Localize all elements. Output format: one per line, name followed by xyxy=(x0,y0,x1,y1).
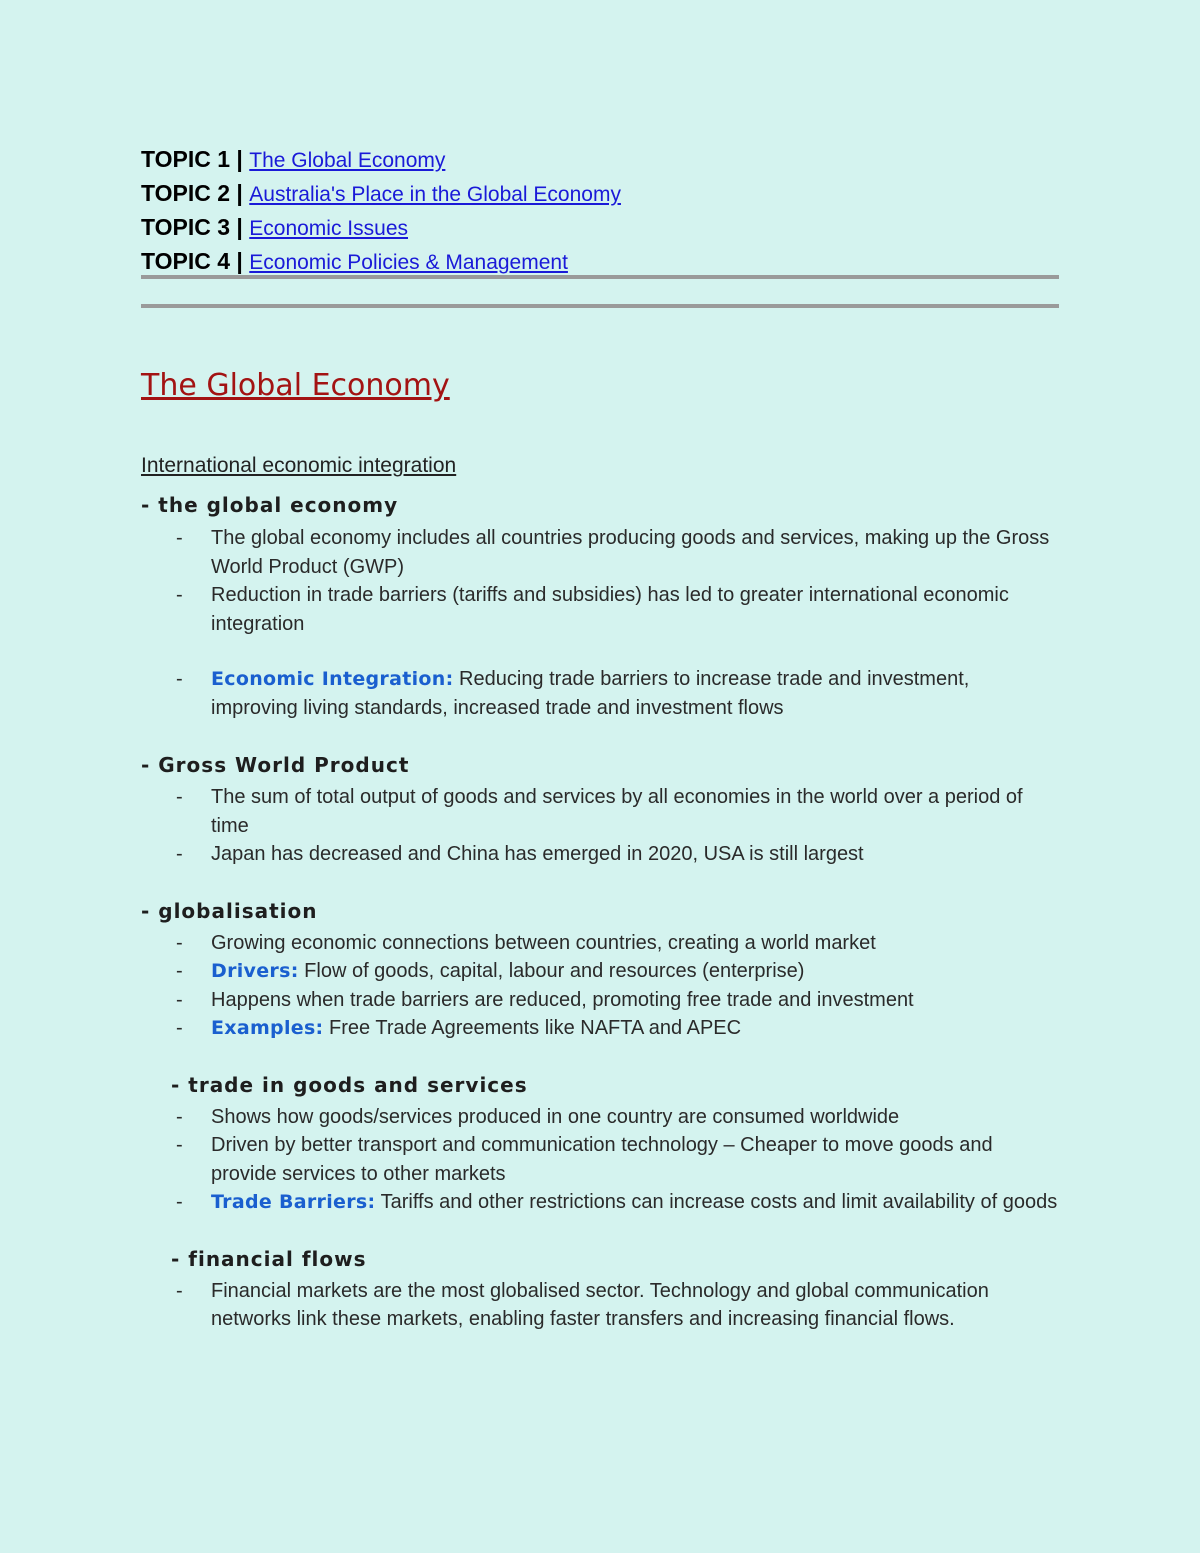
list-item: - Driven by better transport and communication technology – Cheaper to move goods and provide services to other markets xyxy=(141,1131,1061,1188)
toc-link-economic-policies[interactable]: Economic Policies & Management xyxy=(249,251,568,274)
toc-entry-4 xyxy=(141,244,1061,278)
bullet-list xyxy=(141,783,1061,869)
toc-entry-1 xyxy=(141,142,1061,176)
bullet-list xyxy=(141,1103,1061,1217)
term-label: Examples: xyxy=(211,1017,324,1039)
list-item: - Japan has decreased and China has emerged in 2020, USA is still largest xyxy=(141,840,1061,869)
horizontal-rule xyxy=(141,275,1059,279)
page-title: The Global Economy xyxy=(141,368,450,403)
toc-entry-3 xyxy=(141,210,1061,244)
term-label: Economic Integration: xyxy=(211,668,454,690)
toc-link-australias-place[interactable]: Australia's Place in the Global Economy xyxy=(249,183,621,206)
horizontal-rule xyxy=(141,304,1059,308)
subheading: International economic integration xyxy=(141,454,457,477)
section-heading-gwp: - Gross World Product xyxy=(141,753,410,777)
bullet-list xyxy=(141,524,1061,722)
toc-number: TOPIC 3 | xyxy=(141,214,250,240)
list-item: - Shows how goods/services produced in one country are consumed worldwide xyxy=(141,1103,1061,1132)
term-label: Trade Barriers: xyxy=(211,1191,376,1213)
section-heading-financial-flows: - financial flows xyxy=(171,1246,367,1271)
term-label: Drivers: xyxy=(211,960,299,982)
bullet-list xyxy=(141,1277,1061,1334)
list-item: - Examples: Free Trade Agreements like NAFTA and APEC xyxy=(141,1014,1061,1043)
main-content xyxy=(141,362,1061,1334)
section-heading-trade: - trade in goods and services xyxy=(171,1072,528,1097)
toc-link-economic-issues[interactable]: Economic Issues xyxy=(249,217,408,240)
list-item: - The sum of total output of goods and services by all economies in the world over a period of time xyxy=(141,783,1061,840)
list-item: - Drivers: Flow of goods, capital, labour and resources (enterprise) xyxy=(141,957,1061,986)
section-heading-globalisation: - globalisation xyxy=(141,898,318,923)
toc-number: TOPIC 2 | xyxy=(141,180,250,206)
list-item: - Economic Integration: Reducing trade barriers to increase trade and investment, improving living standards, increased trade and investment flows xyxy=(141,665,1061,722)
list-item: - Trade Barriers: Tariffs and other restrictions can increase costs and limit availability of goods xyxy=(141,1188,1061,1217)
list-item: - Financial markets are the most globalised sector. Technology and global communication networks link these markets, enabling faster transfers and increasing financial flows. xyxy=(141,1277,1061,1334)
toc-link-global-economy[interactable]: The Global Economy xyxy=(249,149,446,172)
toc-number: TOPIC 4 | xyxy=(141,248,250,274)
list-item: - Reduction in trade barriers (tariffs and subsidies) has led to greater international economic integration xyxy=(141,581,1061,638)
list-item: - Happens when trade barriers are reduced, promoting free trade and investment xyxy=(141,986,1061,1015)
table-of-contents xyxy=(141,142,1061,278)
section-heading-global-economy: - the global economy xyxy=(141,493,399,517)
toc-number: TOPIC 1 | xyxy=(141,146,250,172)
bullet-list xyxy=(141,929,1061,1043)
list-item: - The global economy includes all countries producing goods and services, making up the Gross World Product (GWP) xyxy=(141,524,1061,581)
toc-entry-2 xyxy=(141,176,1061,210)
list-item: - Growing economic connections between countries, creating a world market xyxy=(141,929,1061,958)
